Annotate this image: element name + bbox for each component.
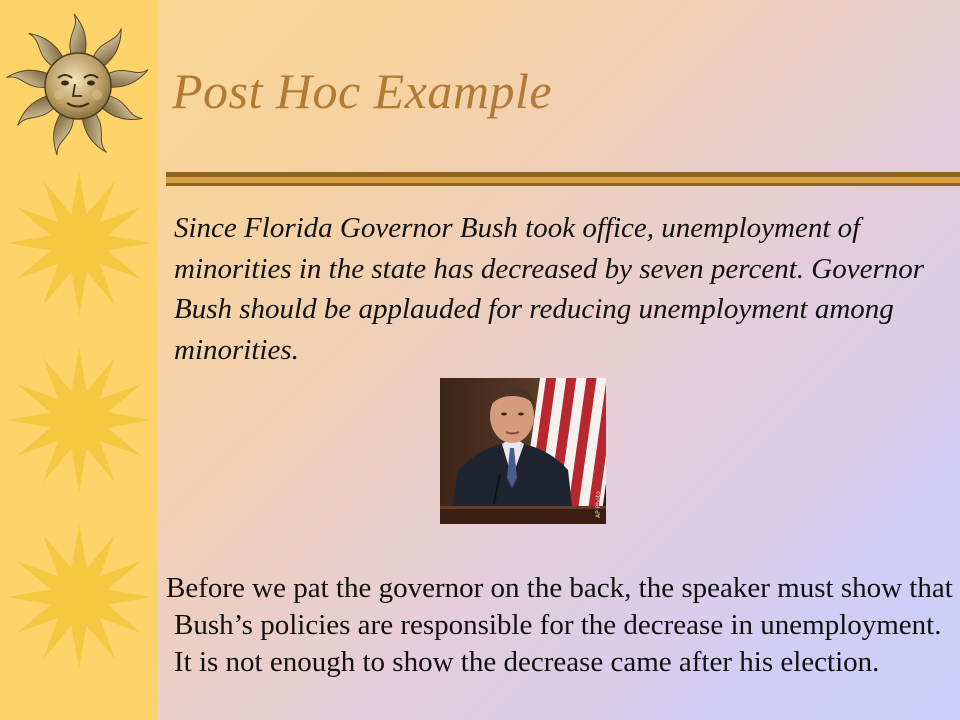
sun-icon [6,168,152,318]
decorative-strip [0,0,158,720]
slide-title: Post Hoc Example [172,63,553,119]
title-divider [166,172,960,192]
sun-icon [6,345,152,495]
sun-icon [6,522,152,672]
governor-photo [440,378,606,524]
rebuttal-text: Before we pat the governor on the back, the speaker must show that Bush’s policies are responsible for the decrease in unemployment. It is not enough to show the decrease came after his election. [166,572,953,678]
sun-face-icon [4,10,152,160]
photo-credit: AP Photo [595,491,602,518]
claim-text: Since Florida Governor Bush took office, unemployment of minorities in the state has decreased by seven percent. Governor Bush should be applauded for reducing unemployment among minorities. [174,212,925,366]
